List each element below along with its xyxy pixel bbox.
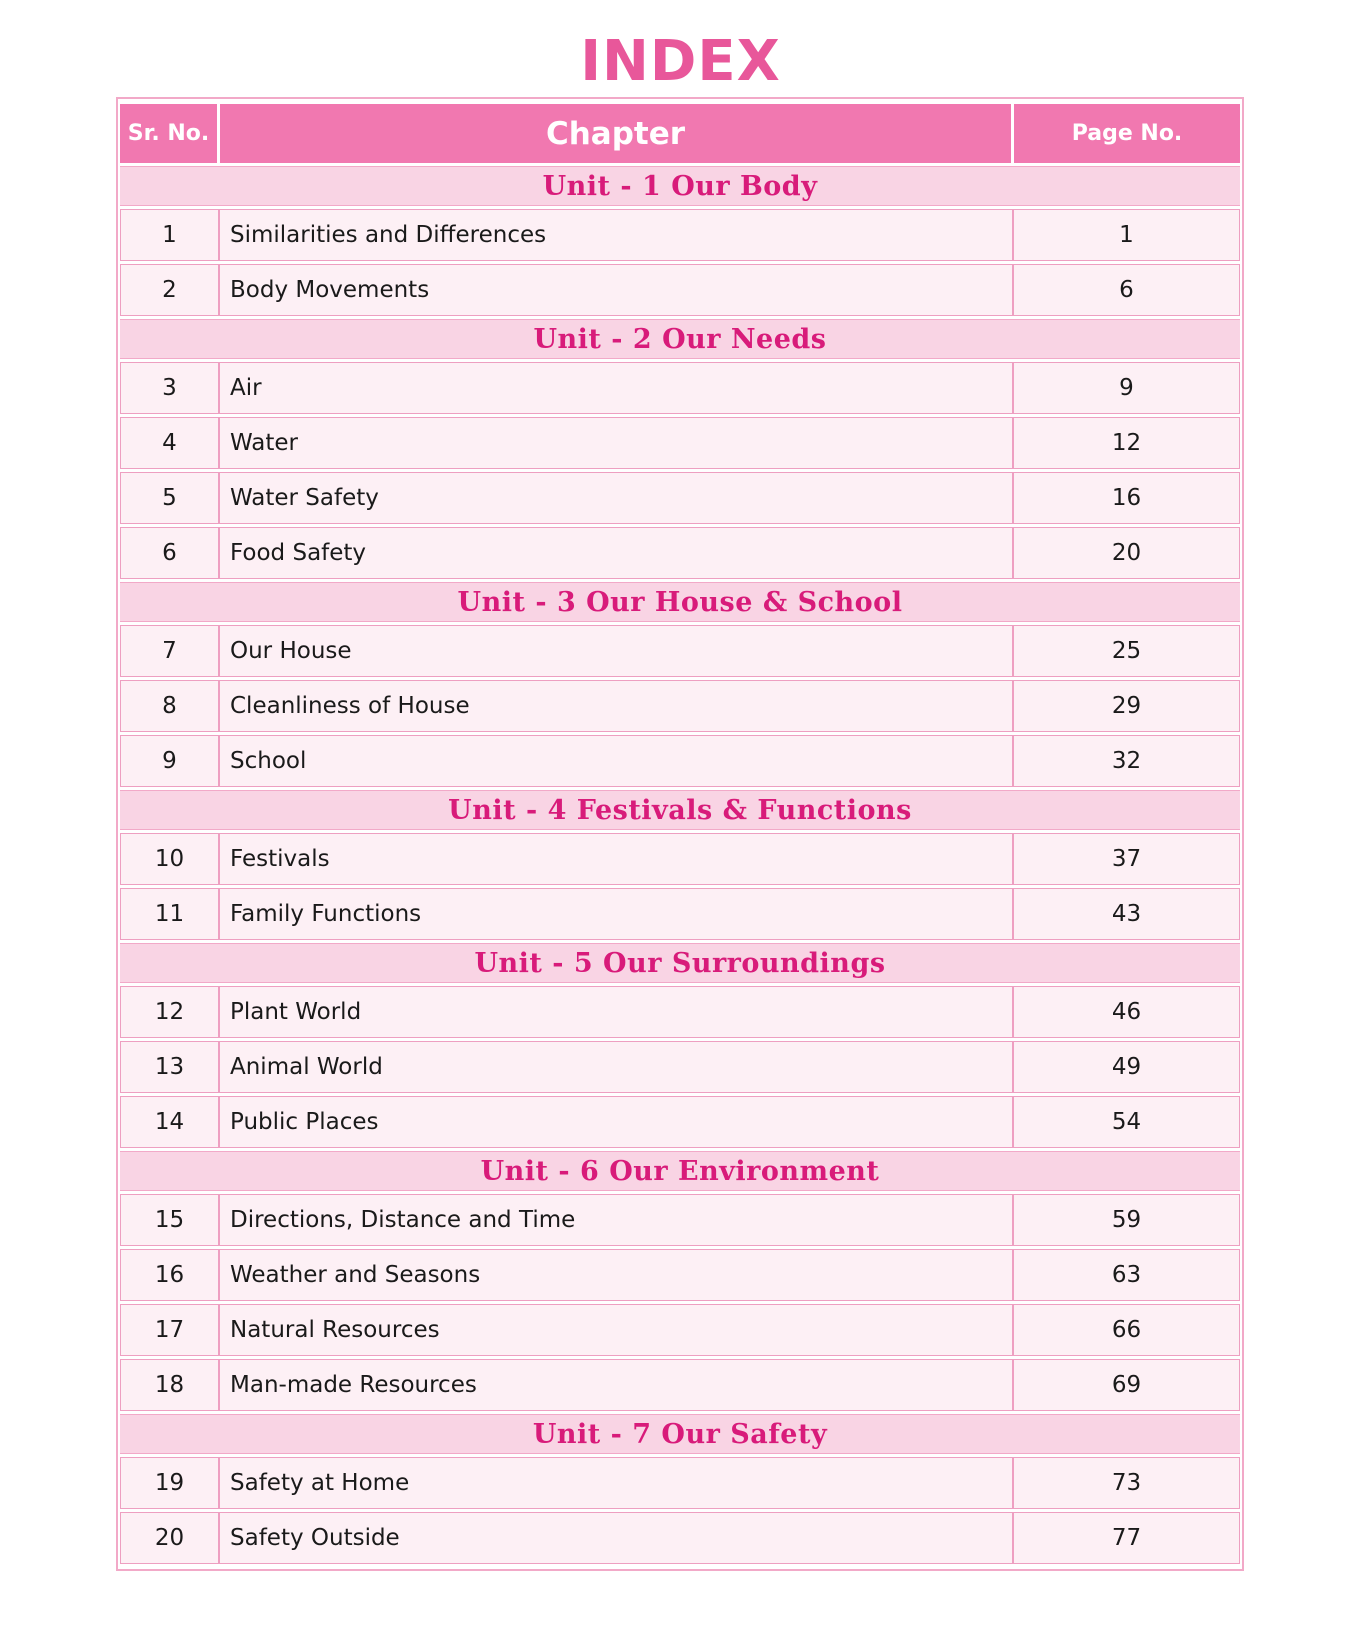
chapter-title: Weather and Seasons: [220, 1249, 1014, 1301]
table-row: [120, 417, 1240, 469]
chapter-title: Plant World: [220, 986, 1014, 1038]
chapter-sr-no: 8: [120, 680, 220, 732]
chapter-page-no: 1: [1014, 209, 1240, 261]
chapter-title: Cleanliness of House: [220, 680, 1014, 732]
page-title: INDEX: [580, 29, 781, 94]
chapter-title: Water: [220, 417, 1014, 469]
chapter-sr-no: 1: [120, 209, 220, 261]
chapter-title: Directions, Distance and Time: [220, 1194, 1014, 1246]
chapter-sr-no: 11: [120, 888, 220, 940]
header-sr-no: Sr. No.: [120, 104, 220, 163]
chapter-sr-no: 6: [120, 527, 220, 579]
table-row: [120, 1096, 1240, 1148]
unit-heading-row: [120, 319, 1240, 359]
chapter-title: Air: [220, 362, 1014, 414]
table-row: [120, 1457, 1240, 1509]
chapter-sr-no: 3: [120, 362, 220, 414]
unit-heading-row: [120, 790, 1240, 830]
table-row: [120, 472, 1240, 524]
table-row: [120, 1304, 1240, 1356]
chapter-page-no: 37: [1014, 833, 1240, 885]
chapter-sr-no: 4: [120, 417, 220, 469]
table-row: [120, 680, 1240, 732]
chapter-page-no: 63: [1014, 1249, 1240, 1301]
unit-heading-row: [120, 166, 1240, 206]
chapter-page-no: 73: [1014, 1457, 1240, 1509]
chapter-page-no: 49: [1014, 1041, 1240, 1093]
chapter-sr-no: 9: [120, 735, 220, 787]
chapter-sr-no: 18: [120, 1359, 220, 1411]
chapter-title: Animal World: [220, 1041, 1014, 1093]
chapter-title: Similarities and Differences: [220, 209, 1014, 261]
chapter-page-no: 69: [1014, 1359, 1240, 1411]
chapter-page-no: 59: [1014, 1194, 1240, 1246]
table-row: [120, 1512, 1240, 1564]
table-row: [120, 1359, 1240, 1411]
chapter-page-no: 12: [1014, 417, 1240, 469]
header-chapter: Chapter: [220, 104, 1014, 163]
chapter-page-no: 46: [1014, 986, 1240, 1038]
chapter-title: Body Movements: [220, 264, 1014, 316]
chapter-sr-no: 15: [120, 1194, 220, 1246]
table-row: [120, 362, 1240, 414]
chapter-title: School: [220, 735, 1014, 787]
table-row: [120, 888, 1240, 940]
chapter-title: Natural Resources: [220, 1304, 1014, 1356]
chapter-title: Family Functions: [220, 888, 1014, 940]
chapter-sr-no: 14: [120, 1096, 220, 1148]
unit-heading: Unit - 3 Our House & School: [120, 582, 1240, 622]
chapter-title: Safety Outside: [220, 1512, 1014, 1564]
unit-heading: Unit - 7 Our Safety: [120, 1414, 1240, 1454]
chapter-page-no: 54: [1014, 1096, 1240, 1148]
chapter-sr-no: 13: [120, 1041, 220, 1093]
unit-heading: Unit - 6 Our Environment: [120, 1151, 1240, 1191]
chapter-sr-no: 12: [120, 986, 220, 1038]
chapter-page-no: 29: [1014, 680, 1240, 732]
unit-heading: Unit - 1 Our Body: [120, 166, 1240, 206]
chapter-sr-no: 2: [120, 264, 220, 316]
chapter-sr-no: 5: [120, 472, 220, 524]
chapter-page-no: 20: [1014, 527, 1240, 579]
index-table: [120, 101, 1240, 1567]
chapter-page-no: 9: [1014, 362, 1240, 414]
table-row: [120, 735, 1240, 787]
chapter-page-no: 43: [1014, 888, 1240, 940]
table-row: [120, 1041, 1240, 1093]
unit-heading: Unit - 2 Our Needs: [120, 319, 1240, 359]
unit-heading-row: [120, 1414, 1240, 1454]
table-row: [120, 264, 1240, 316]
table-row: [120, 1249, 1240, 1301]
chapter-page-no: 25: [1014, 625, 1240, 677]
header-page-no: Page No.: [1014, 104, 1240, 163]
chapter-page-no: 77: [1014, 1512, 1240, 1564]
chapter-title: Public Places: [220, 1096, 1014, 1148]
chapter-title: Our House: [220, 625, 1014, 677]
chapter-title: Safety at Home: [220, 1457, 1014, 1509]
index-body: [120, 166, 1240, 1564]
chapter-page-no: 16: [1014, 472, 1240, 524]
chapter-page-no: 6: [1014, 264, 1240, 316]
chapter-page-no: 32: [1014, 735, 1240, 787]
chapter-sr-no: 19: [120, 1457, 220, 1509]
chapter-sr-no: 7: [120, 625, 220, 677]
chapter-title: Food Safety: [220, 527, 1014, 579]
table-row: [120, 1194, 1240, 1246]
chapter-title: Man-made Resources: [220, 1359, 1014, 1411]
table-row: [120, 527, 1240, 579]
table-row: [120, 986, 1240, 1038]
table-row: [120, 625, 1240, 677]
unit-heading-row: [120, 582, 1240, 622]
unit-heading: Unit - 4 Festivals & Functions: [120, 790, 1240, 830]
chapter-sr-no: 10: [120, 833, 220, 885]
chapter-sr-no: 16: [120, 1249, 220, 1301]
unit-heading-row: [120, 1151, 1240, 1191]
chapter-title: Festivals: [220, 833, 1014, 885]
table-header-row: [120, 104, 1240, 163]
table-row: [120, 833, 1240, 885]
unit-heading: Unit - 5 Our Surroundings: [120, 943, 1240, 983]
chapter-page-no: 66: [1014, 1304, 1240, 1356]
chapter-sr-no: 20: [120, 1512, 220, 1564]
unit-heading-row: [120, 943, 1240, 983]
chapter-title: Water Safety: [220, 472, 1014, 524]
chapter-sr-no: 17: [120, 1304, 220, 1356]
table-row: [120, 209, 1240, 261]
